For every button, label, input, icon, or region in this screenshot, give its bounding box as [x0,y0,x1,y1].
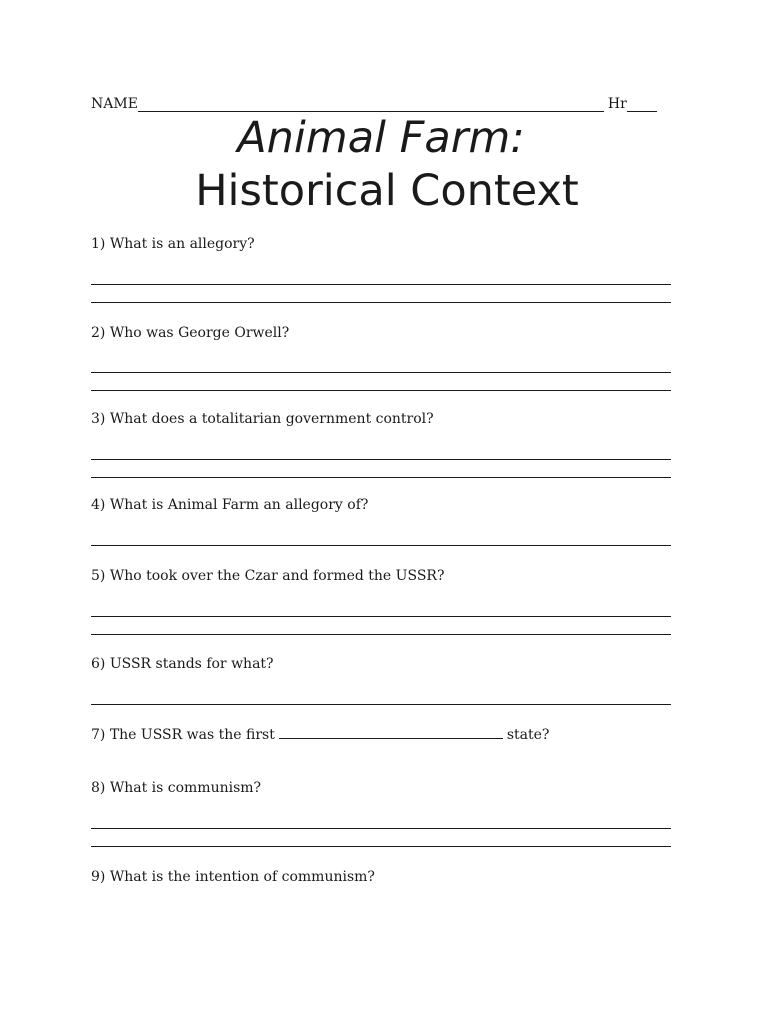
question-8: 8) What is communism? [91,780,262,796]
answer-line[interactable] [91,634,671,635]
answer-line[interactable] [91,616,671,617]
question-7-text-after: state? [506,727,550,743]
question-6: 6) USSR stands for what? [91,656,274,672]
answer-line[interactable] [91,302,671,303]
answer-line[interactable] [91,372,671,373]
answer-line[interactable] [91,704,671,705]
question-4: 4) What is Animal Farm an allegory of? [91,497,369,513]
question-7-text-before: 7) The USSR was the first [91,727,275,743]
question-7 [91,726,549,744]
worksheet-title: Animal Farm: [237,113,525,163]
answer-line[interactable] [91,459,671,460]
question-1: 1) What is an allegory? [91,236,255,252]
worksheet-subtitle: Historical Context [195,166,579,216]
answer-line[interactable] [91,284,671,285]
hour-label: Hr [607,96,627,112]
answer-line[interactable] [91,390,671,391]
question-5: 5) Who took over the Czar and formed the USSR? [91,568,445,584]
fill-in-blank[interactable] [279,726,503,739]
hour-field[interactable] [627,98,657,112]
name-label: NAME [91,96,138,112]
question-9: 9) What is the intention of communism? [91,869,375,885]
answer-line[interactable] [91,477,671,478]
question-3: 3) What does a totalitarian government control? [91,411,434,427]
answer-line[interactable] [91,828,671,829]
answer-line[interactable] [91,545,671,546]
question-2: 2) Who was George Orwell? [91,325,290,341]
name-field[interactable] [138,98,604,112]
answer-line[interactable] [91,846,671,847]
name-hour-header [91,92,663,112]
